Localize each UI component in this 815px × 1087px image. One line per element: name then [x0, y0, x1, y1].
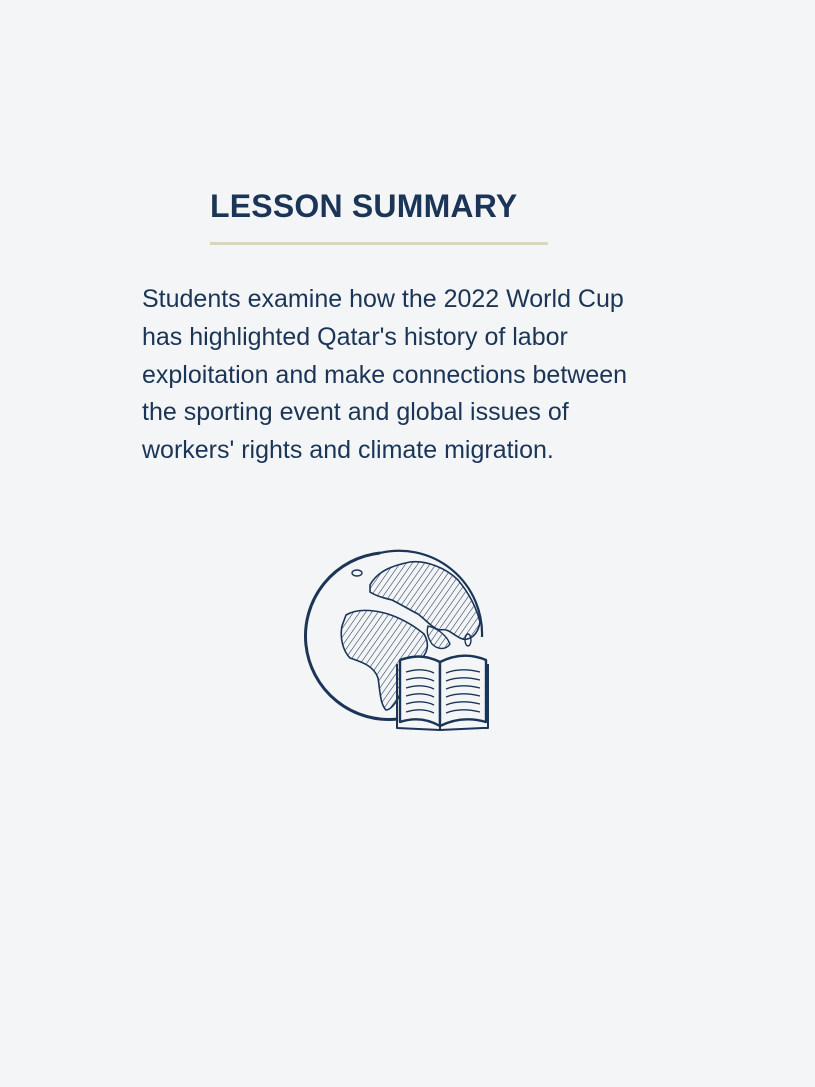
globe-with-open-book-icon	[300, 540, 500, 735]
title-underline	[210, 242, 548, 245]
summary-text: Students examine how the 2022 World Cup has highlighted Qatar's history of labor exploitation and make connections between the sporting event and global issues of workers' rights and climate migration.	[142, 285, 628, 465]
page-title: LESSON SUMMARY	[210, 188, 518, 224]
